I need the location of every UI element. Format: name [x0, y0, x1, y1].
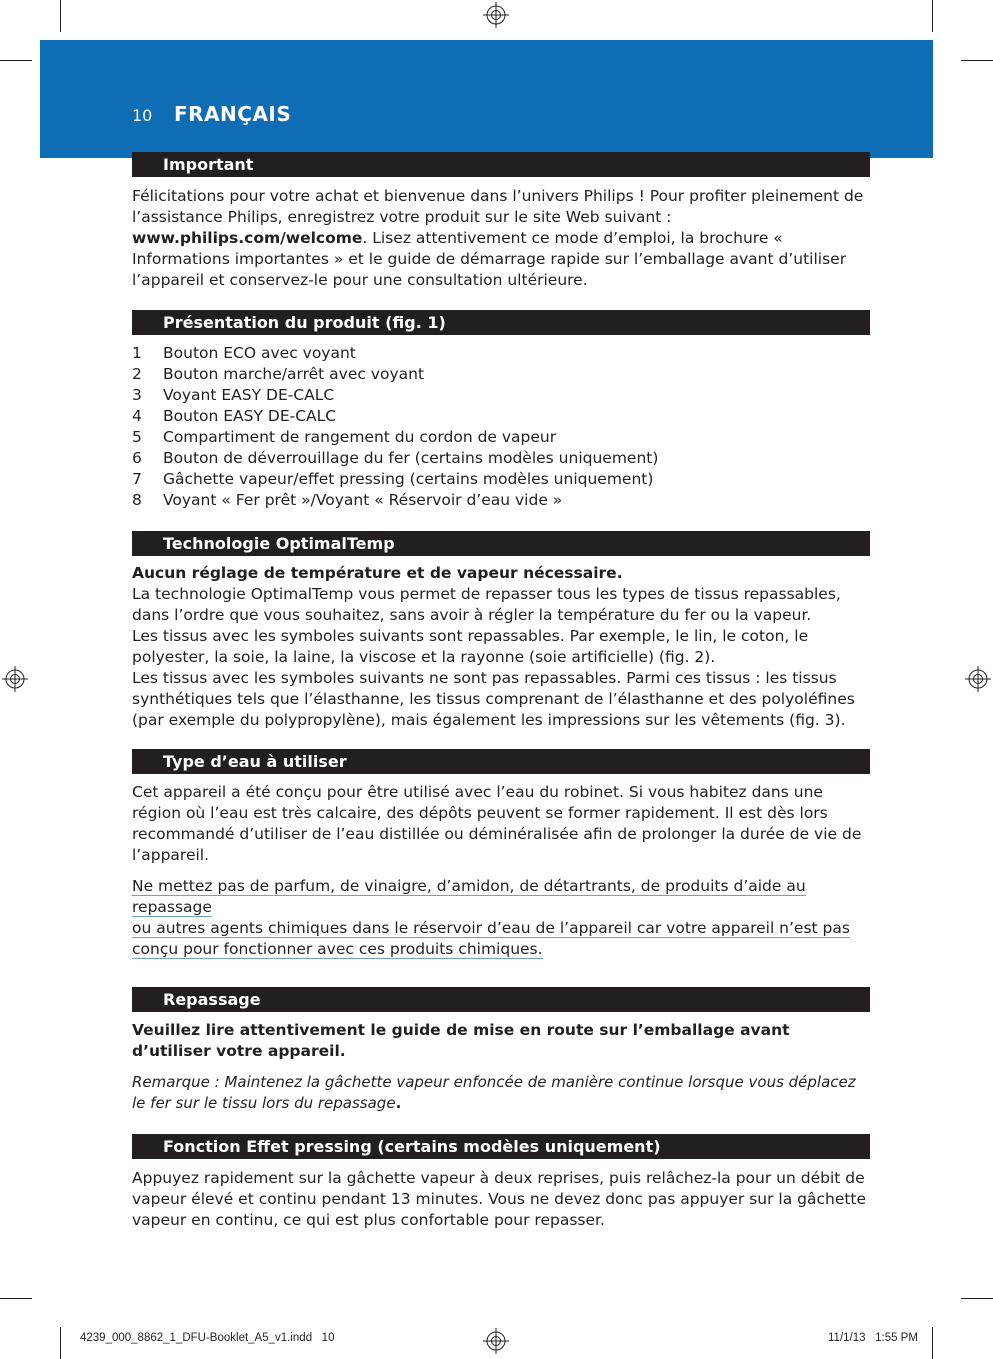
list-item: 6 Bouton de déverrouillage du fer (certains modèles uniquement) [132, 449, 659, 467]
header-band [40, 40, 933, 158]
registration-mark-icon [483, 1328, 509, 1354]
section-header-pressing: Fonction Effet pressing (certains modèles uniquement) [132, 1134, 870, 1159]
crop-mark [0, 60, 32, 61]
ironing-lead: Veuillez lire attentivement le guide de mise en route sur l’emballage avant d’utiliser votre appareil. [132, 1021, 790, 1060]
registration-mark-icon [2, 666, 28, 692]
warning-line: conçu pour fonctionner avec ces produits chimiques. [132, 940, 543, 958]
section-header-ironing: Repassage [132, 987, 870, 1012]
list-item: 5 Compartiment de rangement du cordon de vapeur [132, 428, 557, 446]
pressing-paragraph: Appuyez rapidement sur la gâchette vapeur à deux reprises, puis relâchez-la pour un débit de vapeur élevé et continu pendant 13 minutes. Vous ne devez donc pas appuyer sur la gâchette vapeur en continu, ce qui est plus confortable pour repasser. [132, 1169, 867, 1229]
section-header-product: Présentation du produit (fig. 1) [132, 310, 870, 335]
page-number: 10 [132, 106, 153, 125]
list-item: 2 Bouton marche/arrêt avec voyant [132, 365, 425, 383]
water-warning [132, 876, 872, 960]
philips-welcome-link[interactable]: www.philips.com/welcome [132, 229, 363, 247]
optimaltemp-paragraph-3: Les tissus avec les symboles suivants ne sont pas repassables. Parmi ces tissus : les tissus synthétiques tels que l’élasthanne, les tissus comprenant de l’élasthanne et des polyoléfines (par exemple du polypropylène), mais également les impressions sur les vêtements (fig. 3). [132, 669, 855, 729]
crop-mark [961, 60, 993, 61]
crop-mark [60, 0, 61, 32]
crop-mark [60, 1327, 61, 1359]
important-paragraph [132, 186, 872, 291]
section-header-optimaltemp: Technologie OptimalTemp [132, 531, 870, 556]
product-parts-list [132, 343, 872, 511]
list-item: 4 Bouton EASY DE-CALC [132, 407, 337, 425]
water-paragraph: Cet appareil a été conçu pour être utilisé avec l’eau du robinet. Si vous habitez dans une région où l’eau est très calcaire, des dépôts peuvent se former rapidement. Il est dès lors recommandé d’utiliser de l’eau distillée ou déminéralisée afin de prolonger la durée de vie de l’appareil. [132, 783, 862, 864]
file-slug: 4239_000_8862_1_DFU-Booklet_A5_v1.indd 10 [80, 1332, 335, 1344]
crop-mark [932, 0, 933, 32]
warning-line: Ne mettez pas de parfum, de vinaigre, d’amidon, de détartrants, de produits d’aide au repassage [132, 877, 806, 916]
crop-mark [932, 1327, 933, 1359]
date-slug: 11/1/13 1:55 PM [828, 1332, 918, 1344]
page-content [132, 152, 872, 1231]
optimaltemp-paragraph-2: Les tissus avec les symboles suivants sont repassables. Par exemple, le lin, le coton, le polyester, la soie, la laine, la viscose et la rayonne (soie artificielle) (fig. 2). [132, 627, 809, 666]
important-text-1: Félicitations pour votre achat et bienvenue dans l’univers Philips ! Pour profiter pleinement de l’assistance Philips, enregistrez votre produit sur le site Web suivant : [132, 187, 864, 226]
registration-mark-icon [965, 666, 991, 692]
important-text-2: . Lisez attentivement ce mode d’emploi, la brochure « Informations importantes » et le guide de démarrage rapide sur l’emballage avant d’utiliser l’appareil et conservez-le pour une consultation ultérieure. [132, 229, 847, 289]
ironing-note: Remarque : Maintenez la gâchette vapeur enfoncée de manière continue lorsque vous déplacez le fer sur le tissu lors du repassage. [132, 1073, 856, 1112]
section-header-water: Type d’eau à utiliser [132, 749, 870, 774]
list-item: 1 Bouton ECO avec voyant [132, 344, 356, 362]
language-title: FRANÇAIS [174, 102, 292, 126]
list-item: 8 Voyant « Fer prêt »/Voyant « Réservoir d’eau vide » [132, 491, 563, 509]
list-item: 3 Voyant EASY DE-CALC [132, 386, 335, 404]
list-item: 7 Gâchette vapeur/effet pressing (certains modèles uniquement) [132, 470, 654, 488]
warning-line: ou autres agents chimiques dans le réservoir d’eau de l’appareil car votre appareil n’est pas [132, 919, 850, 937]
section-header-important: Important [132, 152, 870, 177]
crop-mark [961, 1298, 993, 1299]
optimaltemp-lead: Aucun réglage de température et de vapeur nécessaire. [132, 564, 623, 582]
optimaltemp-paragraph-1: La technologie OptimalTemp vous permet de repasser tous les types de tissus repassables, dans l’ordre que vous souhaitez, sans avoir à régler la température du fer ou la vapeur. [132, 585, 841, 624]
registration-mark-icon [483, 2, 509, 28]
crop-mark [0, 1298, 32, 1299]
